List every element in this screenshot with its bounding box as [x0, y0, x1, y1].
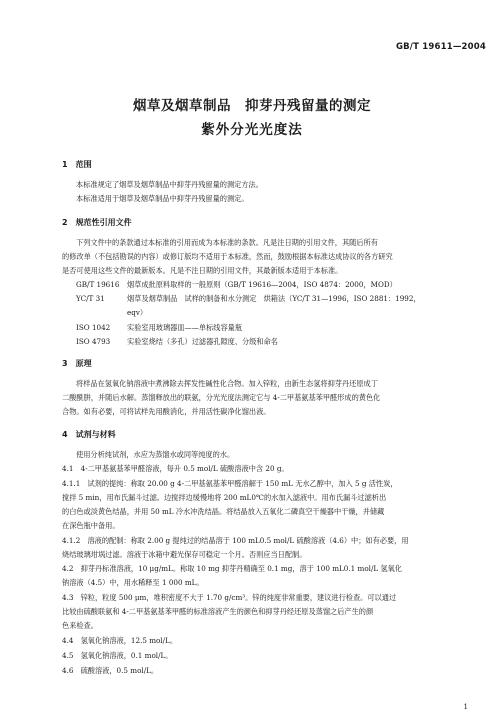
reference-code: GB/T 19616: [76, 280, 120, 289]
section-heading-reagents: 4 试剂与材料: [62, 430, 116, 439]
paragraph: 本标准适用于烟草及烟草制品中抑芽丹残留量的测定。: [76, 194, 249, 203]
clause-4-2-line: 4.2 抑芽丹标准溶液，10 μg/mL。称取 10 mg 抑芽丹精确至 0.1 mg，溶于 100 mL0.1 mol/L 氢氧化: [62, 564, 402, 573]
clause-4-5: 4.5 氢氧化钠溶液，0.1 mol/L。: [62, 651, 173, 660]
section-heading-references: 2 规范性引用文件: [62, 218, 132, 227]
clause-4-6: 4.6 硫酸溶液，0.5 mol/L。: [62, 666, 159, 675]
reference-title: 烟草及烟草制品 试样的制备和水分测定 烘箱法（YC/T 31—1996，ISO 2881：1992，: [127, 294, 421, 303]
clause-4-1-1-line: 4.1.1 试剂的提纯：称取 20.00 g 4-二甲基氨基苯甲醛溶解于 150 mL 无水乙醇中，加入 5 g 活性炭，: [62, 479, 398, 488]
reference-title: 烟草成批原料取样的一般原则（GB/T 19616—2004，ISO 4874：2000，MOD）: [127, 280, 397, 289]
reference-code: ISO 1042: [76, 323, 111, 332]
document-title-line2: 紫外分光光度法: [201, 122, 303, 138]
paragraph-line: 二酸酰肼，并随后水解。蒸馏释放出的联氨，分光光度法测定它与 4-二甲基氨基苯甲醛形成的黄色化: [62, 393, 381, 402]
paragraph-line: 下列文件中的条款通过本标准的引用而成为本标准的条款。凡是注日期的引用文件，其随后所有: [76, 238, 378, 247]
paragraph-line: 是否可使用这些文件的最新版本。凡是不注日期的引用文件，其最新版本适用于本标准。: [62, 266, 343, 275]
paragraph-line: 的修改单（不包括勘误的内容）或修订版均不适用于本标准，然而，鼓励根据本标准达成协议的各方研究: [62, 252, 393, 261]
standard-code: GB/T 19611—2004: [395, 42, 486, 52]
reference-title-cont: eqv）: [127, 308, 148, 317]
clause-4-1-2-line: 烧结玻璃坩埚过滤。溶液于冰箱中避光保存可稳定一个月。否则应当日配制。: [62, 550, 307, 559]
paragraph-line: 合物。如有必要，可将试样先用酸消化，并用活性碳净化馏出液。: [62, 407, 271, 416]
clause-4-1-1-line: 的白色或淡黄色结晶，并用 50 mL 冷水冲洗结晶。将结晶放入五氧化二磷真空干燥器中干燥，并储藏: [62, 507, 385, 516]
page-number: 1: [463, 703, 468, 711]
reference-code: YC/T 31: [76, 294, 105, 303]
clause-4-1-2-line: 4.1.2 溶液的配制：称取 2.00 g 提纯过的结晶溶于 100 mL0.5 mol/L 硫酸溶液（4.6）中；如有必要，用: [62, 536, 409, 545]
reference-title: 实验室烧结（多孔）过滤器孔隙度、分级和命名: [127, 337, 278, 346]
clause-4-1-1-line: 搅拌 5 min，用布氏漏斗过滤。边搅拌边缓慢地将 200 mL0℃的水加入滤液中。用布氏漏斗过滤析出: [62, 493, 387, 502]
paragraph-line: 将样品在氢氧化钠溶液中煮沸除去挥发性碱性化合物。加入锌粒，由新生态氢将抑芽丹还原成丁: [76, 379, 378, 388]
clause-4-4: 4.4 氢氧化钠溶液，12.5 mol/L。: [62, 636, 178, 645]
clause-4-2-line: 钠溶液（4.5）中，用水稀释至 1 000 mL。: [62, 578, 204, 587]
section-heading-principle: 3 原理: [62, 359, 92, 368]
clause-4-1: 4.1 4-二甲基氨基苯甲醛溶液，每升 0.5 mol/L 硫酸溶液中含 20 g。: [62, 464, 289, 473]
paragraph: 本标准规定了烟草及烟草制品中抑芽丹残留量的测定方法。: [76, 180, 263, 189]
paragraph: 使用分析纯试剂，水应为蒸馏水或同等纯度的水。: [76, 450, 235, 459]
section-heading-scope: 1 范围: [62, 160, 92, 169]
document-title-line1: 烟草及烟草制品 抑芽丹残留量的测定: [133, 98, 371, 114]
clause-4-3-line: 色来检查。: [62, 621, 98, 630]
clause-4-3-line: 比较由硫酸联氨和 4-二甲基氨基苯甲醛的标准溶液产生的颜色和抑芽丹经还原及蒸馏之后产生的颜: [62, 607, 374, 616]
reference-code: ISO 4793: [76, 337, 111, 346]
clause-4-1-1-line: 在深色瓶中备用。: [62, 521, 120, 530]
reference-title: 实验室用玻璃器皿——单标线容量瓶: [127, 323, 243, 332]
clause-4-3-line: 4.3 锌粒，粒度 500 μm，堆积密度不大于 1.70 g/cm³。锌的纯度非常重要，建议进行检查。可以通过: [62, 593, 397, 602]
